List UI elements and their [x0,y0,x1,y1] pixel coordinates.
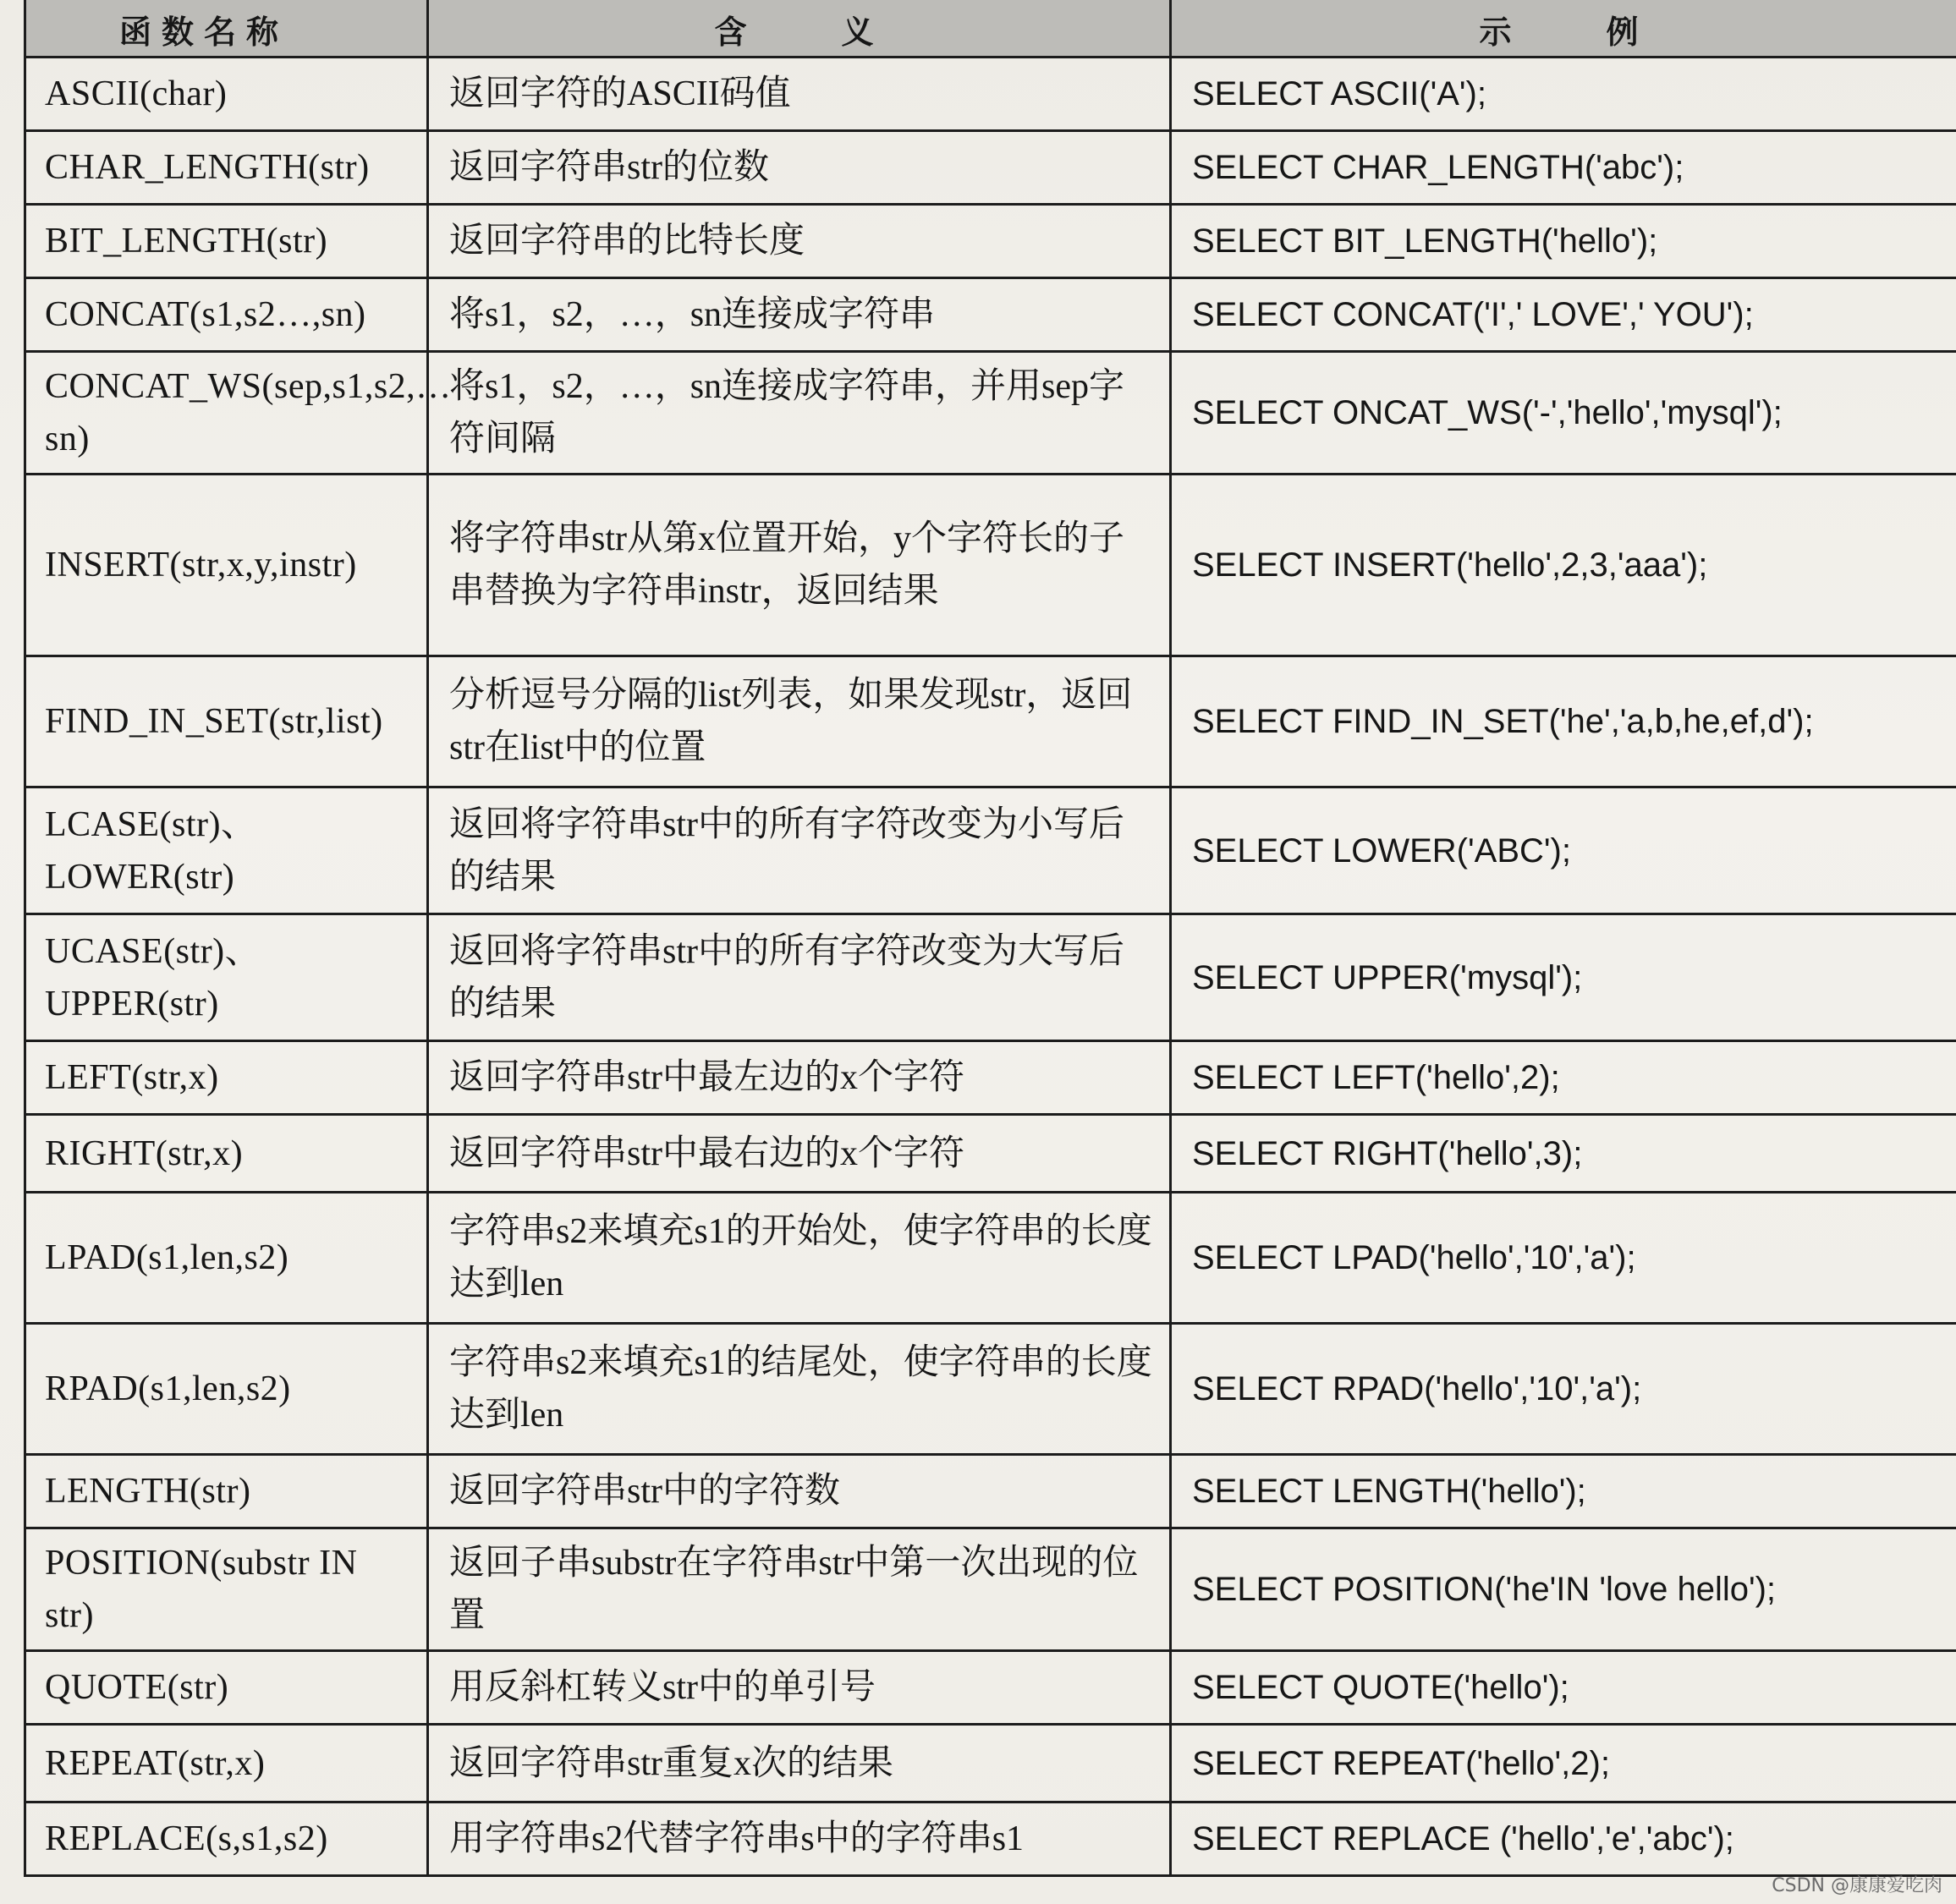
meaning-cell: 字符串s2来填充s1的结尾处，使字符串的长度达到len [428,1324,1171,1455]
table-row [25,475,1956,656]
example-cell: SELECT QUOTE('hello'); [1171,1651,1956,1725]
example-cell: SELECT BIT_LENGTH('hello'); [1171,205,1956,278]
table-row [25,278,1956,352]
function-name-cell: REPLACE(s,s1,s2) [25,1802,428,1876]
string-functions-table [24,0,1956,1877]
table-row [25,58,1956,131]
function-name-cell: INSERT(str,x,y,instr) [25,475,428,656]
table-row [25,131,1956,205]
example-cell: SELECT ONCAT_WS('-','hello','mysql'); [1171,352,1956,475]
function-name-cell: ASCII(char) [25,58,428,131]
example-cell: SELECT REPLACE ('hello','e','abc'); [1171,1802,1956,1876]
meaning-cell: 字符串s2来填充s1的开始处，使字符串的长度达到len [428,1193,1171,1324]
example-cell: SELECT POSITION('he'IN 'love hello'); [1171,1528,1956,1651]
table-row [25,1725,1956,1802]
meaning-cell: 返回字符串str中的字符数 [428,1455,1171,1528]
example-cell: SELECT CONCAT('I',' LOVE',' YOU'); [1171,278,1956,352]
example-cell: SELECT LEFT('hello',2); [1171,1041,1956,1115]
meaning-cell: 返回字符串str重复x次的结果 [428,1725,1171,1802]
example-cell: SELECT ASCII('A'); [1171,58,1956,131]
meaning-cell: 返回字符串的比特长度 [428,205,1171,278]
table-row [25,914,1956,1041]
example-cell: SELECT RIGHT('hello',3); [1171,1115,1956,1193]
meaning-cell: 分析逗号分隔的list列表，如果发现str，返回str在list中的位置 [428,656,1171,787]
meaning-cell: 返回将字符串str中的所有字符改变为小写后的结果 [428,787,1171,914]
function-name-cell: BIT_LENGTH(str) [25,205,428,278]
function-name-cell: RIGHT(str,x) [25,1115,428,1193]
meaning-cell: 返回子串substr在字符串str中第一次出现的位置 [428,1528,1171,1651]
table-row [25,1455,1956,1528]
table-row [25,352,1956,475]
meaning-cell: 将字符串str从第x位置开始，y个字符长的子串替换为字符串instr，返回结果 [428,475,1171,656]
example-cell: SELECT UPPER('mysql'); [1171,914,1956,1041]
meaning-cell: 用字符串s2代替字符串s中的字符串s1 [428,1802,1171,1876]
table-row [25,656,1956,787]
function-name-cell: POSITION(substr IN str) [25,1528,428,1651]
meaning-cell: 将s1，s2，…，sn连接成字符串，并用sep字符间隔 [428,352,1171,475]
example-cell: SELECT FIND_IN_SET('he','a,b,he,ef,d'); [1171,656,1956,787]
header-function-name: 函数名称 [25,0,428,58]
example-cell: SELECT RPAD('hello','10','a'); [1171,1324,1956,1455]
example-cell: SELECT LOWER('ABC'); [1171,787,1956,914]
function-name-cell: QUOTE(str) [25,1651,428,1725]
meaning-cell: 用反斜杠转义str中的单引号 [428,1651,1171,1725]
function-name-cell: UCASE(str)、UPPER(str) [25,914,428,1041]
function-name-cell: REPEAT(str,x) [25,1725,428,1802]
function-name-cell: CHAR_LENGTH(str) [25,131,428,205]
table-row [25,787,1956,914]
example-cell: SELECT REPEAT('hello',2); [1171,1725,1956,1802]
meaning-cell: 返回将字符串str中的所有字符改变为大写后的结果 [428,914,1171,1041]
table-body [25,58,1956,1876]
table-row [25,1193,1956,1324]
example-cell: SELECT LENGTH('hello'); [1171,1455,1956,1528]
header-row [25,0,1956,58]
table-row [25,205,1956,278]
function-name-cell: LEFT(str,x) [25,1041,428,1115]
meaning-cell: 返回字符串str的位数 [428,131,1171,205]
example-cell: SELECT INSERT('hello',2,3,'aaa'); [1171,475,1956,656]
header-meaning: 含 义 [428,0,1171,58]
table-row [25,1528,1956,1651]
function-name-cell: LCASE(str)、LOWER(str) [25,787,428,914]
example-cell: SELECT CHAR_LENGTH('abc'); [1171,131,1956,205]
table-header [25,0,1956,58]
table-row [25,1324,1956,1455]
table-row [25,1651,1956,1725]
function-name-cell: LENGTH(str) [25,1455,428,1528]
meaning-cell: 返回字符的ASCII码值 [428,58,1171,131]
table-row [25,1802,1956,1876]
table-row [25,1041,1956,1115]
watermark-text: CSDN @康康爱吃肉 [1772,1875,1942,1896]
function-name-cell: RPAD(s1,len,s2) [25,1324,428,1455]
meaning-cell: 返回字符串str中最右边的x个字符 [428,1115,1171,1193]
function-name-cell: FIND_IN_SET(str,list) [25,656,428,787]
function-name-cell: LPAD(s1,len,s2) [25,1193,428,1324]
table-row [25,1115,1956,1193]
header-example: 示 例 [1171,0,1956,58]
meaning-cell: 返回字符串str中最左边的x个字符 [428,1041,1171,1115]
example-cell: SELECT LPAD('hello','10','a'); [1171,1193,1956,1324]
meaning-cell: 将s1，s2，…，sn连接成字符串 [428,278,1171,352]
function-name-cell: CONCAT_WS(sep,s1,s2,…sn) [25,352,428,475]
function-name-cell: CONCAT(s1,s2…,sn) [25,278,428,352]
